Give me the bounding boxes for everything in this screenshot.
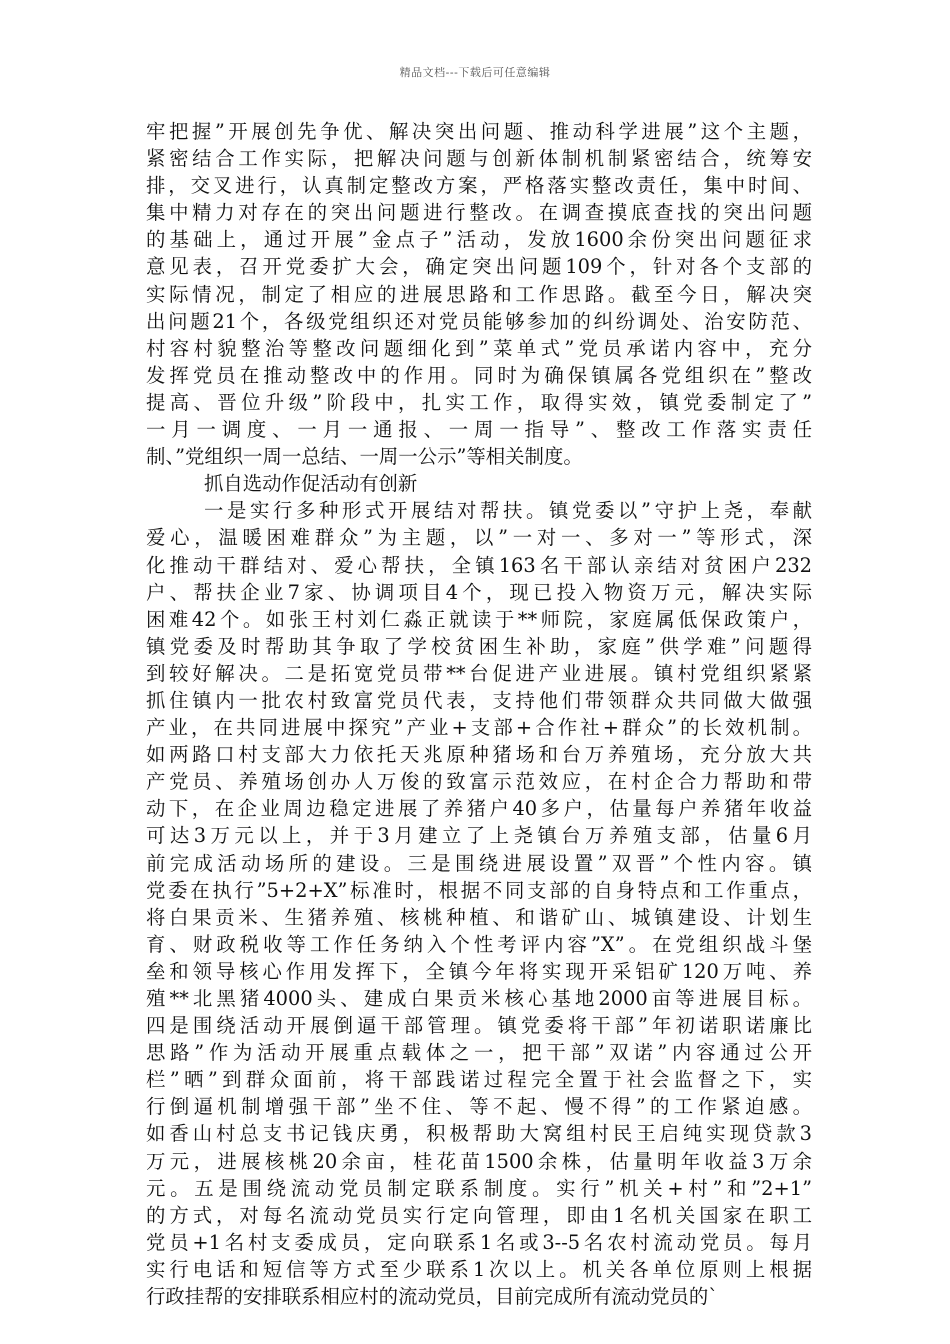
text-line: 意见表，召开党委扩大会，确定突出问题109个，针对各个支部的 (146, 255, 812, 279)
text-line: 实际情况，制定了相应的进展思路和工作思路。截至今日，解决突 (146, 282, 812, 306)
text-line: 前完成活动场所的建设。三是围绕进展设置”双晋”个性内容。镇 (146, 851, 812, 875)
text-line: 如两路口村支部大力依托天兆原种猪场和台万养殖场，充分放大共 (146, 743, 812, 767)
text-line: 村容村貌整治等整改问题细化到”菜单式”党员承诺内容中，充分 (146, 336, 812, 360)
text-line: 动下，在企业周边稳定进展了养猪户40多户，估量每户养猪年收益 (146, 797, 812, 821)
text-line: 制、”党组织一周一总结、一周一公示”等相关制度。 (146, 445, 583, 469)
text-line: 紧密结合工作实际，把解决问题与创新体制机制紧密结合，统筹安 (146, 147, 812, 171)
text-line: 如香山村总支书记钱庆勇，积极帮助大窝组村民王启纯实现贷款3 (146, 1122, 812, 1146)
page-header: 精品文档---下载后可任意编辑 (399, 66, 551, 79)
text-line: 爱心，温暖困难群众”为主题，以”一对一、多对一”等形式，深 (146, 526, 812, 550)
text-line: 产党员、养殖场创办人万俊的致富示范效应，在村企合力帮助和带 (146, 770, 812, 794)
text-line: 牢把握”开展创先争优、解决突出问题、推动科学进展”这个主题， (146, 120, 812, 143)
text-line: 排，交叉进行，认真制定整改方案，严格落实整改责任，集中时间、 (146, 174, 812, 198)
text-line: 到较好解决。二是拓宽党员带**台促进产业进展。镇村党组织紧紧 (146, 661, 812, 685)
text-line: 出问题21个，各级党组织还对党员能够参加的纠纷调处、治安防范、 (146, 309, 812, 333)
text-line: 镇党委及时帮助其争取了学校贫困生补助，家庭”供学难”问题得 (146, 634, 812, 658)
text-line: 发挥党员在推动整改中的作用。同时为确保镇属各党组织在”整改 (146, 363, 812, 387)
text-line: 的基础上，通过开展”金点子”活动，发放1600余份突出问题征求 (146, 228, 812, 252)
text-line: 将白果贡米、生猪养殖、核桃种植、和谐矿山、城镇建设、计划生 (146, 905, 812, 929)
text-line: 实行电话和短信等方式至少联系1次以上。机关各单位原则上根据 (146, 1257, 812, 1281)
text-line: 殖**北黑猪4000头、建成白果贡米核心基地2000亩等进展目标。 (146, 987, 812, 1010)
text-line: 行政挂帮的安排联系相应村的流动党员，目前完成所有流动党员的` (146, 1285, 719, 1309)
text-line: 产业，在共同进展中探究”产业+支部+合作社+群众”的长效机制。 (146, 716, 812, 740)
document-body (146, 118, 812, 1310)
text-line: 万元，进展核桃20余亩，桂花苗1500余株，估量明年收益3万余 (146, 1149, 812, 1173)
text-line: 的方式，对每名流动党员实行定向管理，即由1名机关国家在职工 (146, 1203, 812, 1227)
text-line: 思路”作为活动开展重点载体之一，把干部”双诺”内容通过公开 (146, 1041, 812, 1065)
text-line: 栏”晒”到群众面前，将干部践诺过程完全置于社会监督之下，实 (146, 1068, 812, 1092)
text-line: 提高、晋位升级”阶段中，扎实工作，取得实效，镇党委制定了” (146, 390, 812, 414)
text-line: 垒和领导核心作用发挥下，全镇今年将实现开采铝矿120万吨、养 (146, 959, 812, 983)
text-line: 一是实行多种形式开展结对帮扶。镇党委以”守护上尧，奉献 (204, 499, 812, 523)
text-line: 四是围绕活动开展倒逼干部管理。镇党委将干部”年初诺职诺廉比 (146, 1014, 812, 1038)
text-line: 可达3万元以上，并于3月建立了上尧镇台万养殖支部，估量6月 (146, 824, 812, 848)
text-line: 育、财政税收等工作任务纳入个性考评内容”X”。在党组织战斗堡 (146, 932, 812, 956)
section-heading: 抓自选动作促活动有创新 (204, 472, 418, 496)
text-line: 集中精力对存在的突出问题进行整改。在调查摸底查找的突出问题 (146, 201, 812, 225)
text-line: 党委在执行”5+2+X”标准时，根据不同支部的自身特点和工作重点， (146, 878, 812, 902)
text-line: 元。五是围绕流动党员制定联系制度。实行”机关+村”和”2+1” (146, 1176, 812, 1200)
text-line: 党员+1名村支委成员，定向联系1名或3--5名农村流动党员。每月 (146, 1230, 812, 1254)
text-line: 抓住镇内一批农村致富党员代表，支持他们带领群众共同做大做强 (146, 688, 812, 712)
text-line: 一月一调度、一月一通报、一周一指导”、整改工作落实责任 (146, 418, 812, 442)
text-line: 户、帮扶企业7家、协调项目4个，现已投入物资万元，解决实际 (146, 580, 812, 604)
text-line: 化推动干群结对、爱心帮扶，全镇163名干部认亲结对贫困户232 (146, 553, 812, 577)
text-line: 困难42个。如张王村刘仁淼正就读于**师院，家庭属低保政策户， (146, 607, 812, 631)
text-line: 行倒逼机制增强干部”坐不住、等不起、慢不得”的工作紧迫感。 (146, 1095, 812, 1119)
